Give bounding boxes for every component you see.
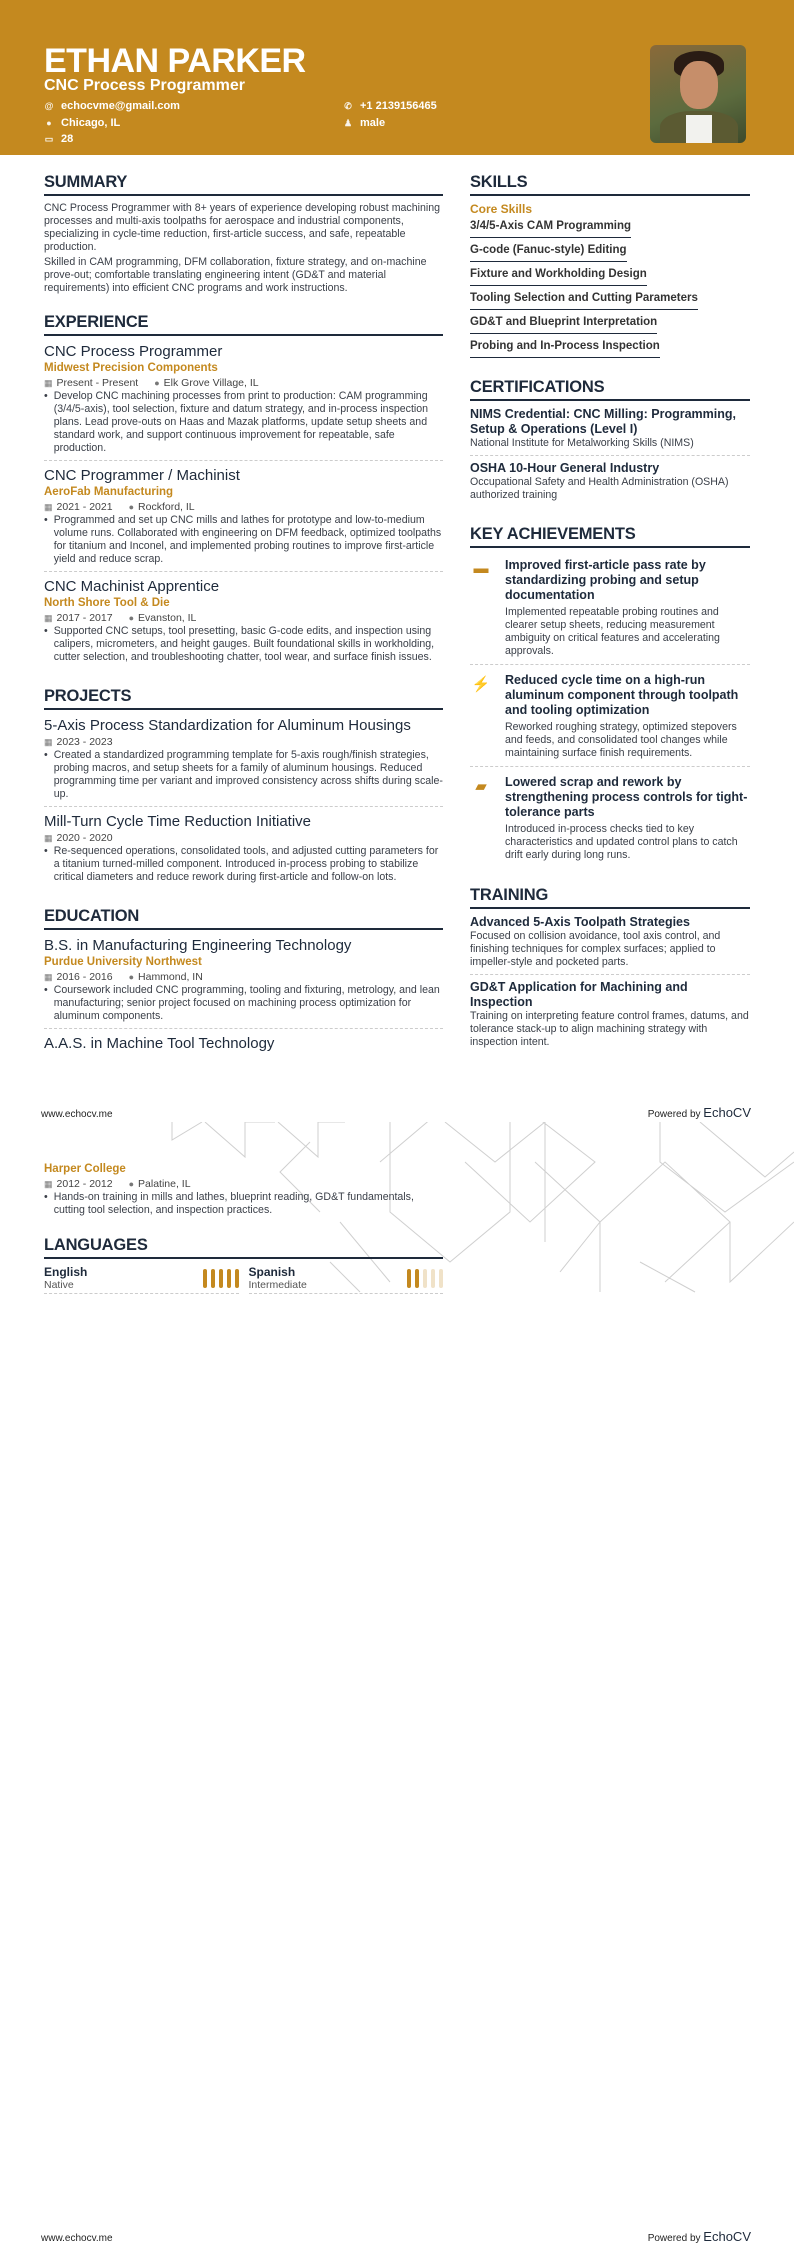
page-footer [41,2229,751,2244]
certification-title: OSHA 10-Hour General Industry [470,461,660,475]
certification-issuer: Occupational Safety and Health Administration (OSHA) authorized training [470,476,729,501]
job-title: CNC Process Programmer [44,343,223,360]
profile-photo [650,45,746,143]
calendar-icon: ▦ [44,833,53,843]
achievement-title: Improved first-article pass rate by standardizing probing and setup documentation [505,558,706,602]
bullet: • Re-sequenced operations, consolidated tools, and adjusted cutting parameters for a titanium turned-milled component. Introduced in-process probing to stabilize critical diameters and reduce rework during first-article and follow-on lots. [44,845,443,884]
section-heading: SUMMARY [44,173,443,196]
skill-item: Probing and In-Process Inspection [470,337,660,358]
section-heading: SKILLS [470,173,750,196]
bullet-text: Created a standardized programming template for 5-axis rough/finish strategies, probing macros, and setup sheets for a family of aluminum housings. Reduced programming time per variant and improved consistency across shifts during scale-up. [53,749,443,800]
section-heading: CERTIFICATIONS [470,378,750,401]
achievement-desc: Reworked roughing strategy, optimized stepovers and feeds, and consolidated tool changes while maintaining surface finish requirements. [505,721,737,759]
bullet: • Created a standardized programming template for 5-axis rough/finish strategies, probing macros, and setup sheets for a family of aluminum housings. Reduced programming time per variant and improved consistency across shifts during scale-up. [44,749,443,800]
location-pin-icon: ● [46,118,52,128]
bullet: • Coursework included CNC programming, tooling and fixturing, metrology, and lean manufacturing; senior project focused on machining process optimization for aluminum components. [44,984,443,1023]
location-pin-icon: ● [128,972,135,982]
experience-entry [44,342,443,461]
company-name: North Shore Tool & Die [44,597,170,609]
candidate-name: ETHAN PARKER [44,42,306,80]
experience-entry [44,577,443,669]
location-pin-icon: ● [128,1179,135,1189]
training-entry [470,980,750,1053]
skill-item: G-code (Fanuc-style) Editing [470,241,627,262]
language-rating [407,1265,443,1291]
skill-group-title: Core Skills [470,202,533,216]
location-pin-icon: ● [128,502,135,512]
summary-text: Skilled in CAM programming, DFM collaboration, fixture strategy, and on-machine prove-out; comfortable translating engineering intent (GD&T and material requirements) into efficient CNC programs and work instructions. [44,256,427,294]
job-meta [44,500,443,514]
project-title: Mill-Turn Cycle Time Reduction Initiative [44,813,312,830]
phone-text: +1 2139156465 [360,100,437,112]
education-meta [44,970,443,984]
education-entry-continued [44,1162,443,1222]
job-title: CNC Machinist Apprentice [44,578,220,595]
calendar-icon: ▦ [44,613,53,623]
calendar-icon: ▦ [44,737,53,747]
achievement-entry [470,554,750,665]
card-icon: ▬ [473,560,489,577]
language-name: English [44,1265,88,1279]
page-1 [0,155,794,1090]
rating-bar-filled [235,1269,239,1288]
age-text: 28 [61,133,74,145]
education-entry [44,936,443,1029]
dates: 2016 - 2016 [56,971,113,983]
phone-icon: ✆ [344,100,352,111]
rating-bar-filled [407,1269,411,1288]
page-footer [41,1105,751,1120]
bullet: • Hands-on training in mills and lathes, blueprint reading, GD&T fundamentals, cutting tool selection, and inspection practices. [44,1191,443,1217]
language-rating [203,1265,239,1291]
contact-gender [343,117,385,129]
training-title: GD&T Application for Machining and Inspection [470,980,688,1009]
training-desc: Training on interpreting feature control frames, datums, and tolerance stack-up to align machining strategy with inspection intent. [470,1010,749,1048]
email-text: echocvme@gmail.com [61,100,180,112]
job-meta [44,376,443,390]
achievement-title: Reduced cycle time on a high-run aluminum component through toolpath and tooling optimization [505,673,739,717]
footer-url[interactable]: www.echocv.me [41,1109,113,1120]
footer-url[interactable]: www.echocv.me [41,2233,113,2244]
rating-bar-filled [415,1269,419,1288]
rating-bar-filled [211,1269,215,1288]
left-column [44,173,443,1076]
job-meta [44,611,443,625]
powered-by [648,2229,751,2244]
summary-section [44,173,443,295]
bullet: • Programmed and set up CNC mills and lathes for prototype and low-to-medium volume runs. Collaborated with engineering on DFM feedback, optimized toolpaths for titanium and Inconel, and implemented probing routines to improve first-article yield and reduce scrap. [44,514,442,565]
section-heading: TRAINING [470,886,750,909]
calendar-icon: ▭ [44,133,54,144]
education-meta [44,1177,443,1191]
location-pin-icon: ● [128,613,135,623]
project-title: 5-Axis Process Standardization for Aluminum Housings [44,717,411,734]
certifications-section [470,378,750,507]
certification-entry [470,407,750,456]
brand-logo: EchoCV [703,1105,751,1120]
project-entry [44,716,443,807]
at-icon: @ [44,101,54,111]
powered-text: Powered by [647,1109,701,1120]
dates: 2017 - 2017 [56,612,113,624]
dates: 2023 - 2023 [56,736,113,748]
chat-bubble-icon: ▰ [475,778,487,795]
job-title: CNC Programmer / Machinist [44,467,240,484]
certification-entry [470,461,750,507]
location: Hammond, IN [138,971,203,983]
dates: 2012 - 2012 [56,1178,113,1190]
company-name: Midwest Precision Components [44,362,218,374]
contact-location [44,117,120,129]
project-meta [44,831,443,845]
calendar-icon: ▦ [44,502,53,512]
company-name: AeroFab Manufacturing [44,486,174,498]
languages-section [44,1236,443,1294]
dates: 2020 - 2020 [56,832,113,844]
achievements-section [470,525,750,868]
right-column [470,173,750,1053]
location: Palatine, IL [138,1178,191,1190]
certification-issuer: National Institute for Metalworking Skills (NIMS) [470,437,694,449]
resume-header [0,0,794,155]
language-level: Intermediate [248,1279,307,1291]
language-level: Native [44,1279,74,1291]
experience-section [44,313,443,669]
bullet-text: Programmed and set up CNC mills and lathes for prototype and low-to-medium volume runs. Collaborated with engineering on DFM feedback, optimized toolpaths for titanium and Inconel, and implemented probing routines to improve first-article yield and reduce scrap. [53,514,442,565]
degree: A.A.S. in Machine Tool Technology [44,1035,275,1052]
project-meta [44,735,443,749]
project-entry [44,812,443,889]
skill-item: GD&T and Blueprint Interpretation [470,313,657,334]
section-heading: KEY ACHIEVEMENTS [470,525,750,548]
section-heading: EDUCATION [44,907,443,930]
bullet-text: Re-sequenced operations, consolidated tools, and adjusted cutting parameters for a titanium turned-milled component. Introduced in-process probing to stabilize critical diameters and reduce rework during first-article and follow-on lots. [53,845,439,883]
rating-bar-filled [219,1269,223,1288]
location-text: Chicago, IL [61,117,121,129]
powered-by [648,1105,751,1120]
projects-section [44,687,443,889]
language-item [249,1265,444,1294]
achievement-desc: Implemented repeatable probing routines and clearer setup sheets, reducing measurement ambiguity on critical features and accelerating approvals. [505,606,720,657]
rating-bar-empty [439,1269,443,1288]
brand-logo: EchoCV [703,2229,751,2244]
education-entry [44,1034,443,1058]
skill-item: 3/4/5-Axis CAM Programming [470,217,631,238]
skill-item: Tooling Selection and Cutting Parameters [470,289,698,310]
language-name: Spanish [248,1265,296,1279]
training-section [470,886,750,1053]
rating-bar-filled [203,1269,207,1288]
dates: Present - Present [56,377,139,389]
person-icon: ♟ [343,117,353,128]
page-2 [44,1162,443,1312]
education-section [44,907,443,1058]
language-item [44,1265,239,1294]
summary-text: CNC Process Programmer with 8+ years of experience developing robust machining processes and multi-axis toolpaths for aerospace and industrial components, specializing in cycle-time reduction, first-article success, and safe, repeatable production. [44,202,440,253]
certification-title: NIMS Credential: CNC Milling: Programming, Setup & Operations (Level I) [470,407,736,436]
degree: B.S. in Manufacturing Engineering Technology [44,937,352,954]
powered-text: Powered by [647,2233,701,2244]
training-desc: Focused on collision avoidance, tool axis control, and finishing techniques for complex surfaces; applied to impeller-style and pocketed parts. [470,930,721,968]
contact-phone [343,100,437,112]
experience-entry [44,466,443,572]
location: Evanston, IL [138,612,197,624]
dates: 2021 - 2021 [56,501,113,513]
bullet: • Develop CNC machining processes from print to production: CAM programming (3/4/5-axis), tool selection, fixture and datum strategy, and in-process inspection plans. Lead prove-outs on Haas and Mazak platforms, update setup sheets and standard work, and support continuous improvement for repeatable, safe production. [44,390,443,455]
section-heading: PROJECTS [44,687,443,710]
location: Rockford, IL [138,501,195,513]
calendar-icon: ▦ [44,972,53,982]
location-pin-icon: ● [154,378,160,388]
school-name: Harper College [44,1163,126,1175]
bullet-text: Develop CNC machining processes from print to production: CAM programming (3/4/5-axis), tool selection, fixture and datum strategy, and in-process inspection plans. Lead prove-outs on Haas and Mazak platforms, update setup sheets and standard work, and support continuous improvement for repeatable, safe production. [53,390,429,454]
contact-email [44,100,180,112]
candidate-title: CNC Process Programmer [44,77,245,94]
section-heading: LANGUAGES [44,1236,443,1259]
location: Elk Grove Village, IL [163,377,259,389]
calendar-icon: ▦ [44,1179,53,1189]
rating-bar-empty [431,1269,435,1288]
bullet-text: Coursework included CNC programming, tooling and fixturing, metrology, and lean manufacturing; senior project focused on machining process optimization for aluminum components. [53,984,440,1022]
rating-bar-empty [423,1269,427,1288]
achievement-title: Lowered scrap and rework by strengthening process controls for tight-tolerance parts [505,775,748,819]
training-entry [470,915,750,975]
skills-section [470,173,750,360]
calendar-icon: ▦ [44,378,53,388]
achievement-entry [470,771,750,868]
lightning-icon: ⚡ [471,676,491,693]
contact-age [44,133,73,145]
section-heading: EXPERIENCE [44,313,443,336]
bullet: • Supported CNC setups, tool presetting, basic G-code edits, and inspection using calipers, micrometers, and height gauges. Built foundational skills in workholding, cutter selection, and troubleshooting chatter, tool wear, and surface finish issues. [44,625,443,664]
gender-text: male [360,117,386,129]
rating-bar-filled [227,1269,231,1288]
bullet-text: Supported CNC setups, tool presetting, basic G-code edits, and inspection using calipers, micrometers, and height gauges. Built foundational skills in workholding, cutter selection, and troubleshooting chatter, tool wear, and surface finish issues. [53,625,435,663]
bullet-text: Hands-on training in mills and lathes, blueprint reading, GD&T fundamentals, cutting tool selection, and inspection practices. [53,1191,414,1216]
achievement-entry [470,669,750,767]
training-title: Advanced 5-Axis Toolpath Strategies [470,915,690,929]
skill-item: Fixture and Workholding Design [470,265,647,286]
school-name: Purdue University Northwest [44,956,202,968]
achievement-desc: Introduced in-process checks tied to key characteristics and updated control plans to catch drift early during long runs. [505,823,738,861]
